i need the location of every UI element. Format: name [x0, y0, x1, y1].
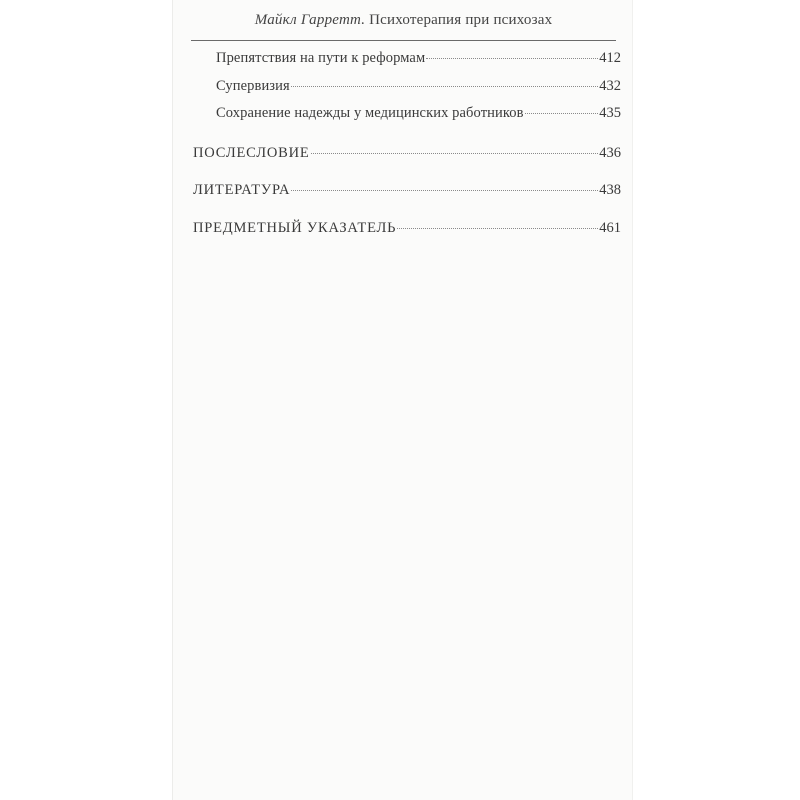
toc-entry-title: ПРЕДМЕТНЫЙ УКАЗАТЕЛЬ — [193, 220, 397, 236]
toc-subentry — [216, 50, 621, 67]
toc-entry-title: Супервизия — [216, 78, 290, 94]
dot-leader — [311, 153, 599, 154]
toc-page-number: 412 — [599, 50, 621, 66]
header-book-title: Психотерапия при психозах — [369, 12, 553, 28]
toc-entry-title: Препятствия на пути к реформам — [216, 50, 426, 66]
dot-leader — [525, 113, 599, 114]
toc-entry-title: Сохранение надежды у медицинских работников — [216, 105, 524, 121]
toc-page-number: 432 — [599, 78, 621, 94]
toc-page-number: 438 — [599, 182, 621, 198]
toc-page-number: 436 — [599, 145, 621, 161]
toc-entry — [193, 220, 621, 237]
header-author: Майкл Гарретт. — [254, 12, 366, 28]
dot-leader — [291, 190, 598, 191]
toc-entry-title: ЛИТЕРАТУРА — [193, 182, 291, 198]
header-rule — [191, 40, 616, 41]
toc-entry — [193, 145, 621, 162]
toc-entry — [193, 182, 621, 199]
toc-page-number: 461 — [599, 220, 621, 236]
book-page — [172, 0, 633, 800]
running-header — [191, 12, 616, 36]
toc-entry-title: ПОСЛЕСЛОВИЕ — [193, 145, 310, 161]
toc-subentry — [216, 105, 621, 122]
dot-leader — [426, 58, 598, 59]
toc-subentry — [216, 78, 621, 95]
dot-leader — [291, 86, 598, 87]
toc-page-number: 435 — [599, 105, 621, 121]
dot-leader — [397, 228, 598, 229]
